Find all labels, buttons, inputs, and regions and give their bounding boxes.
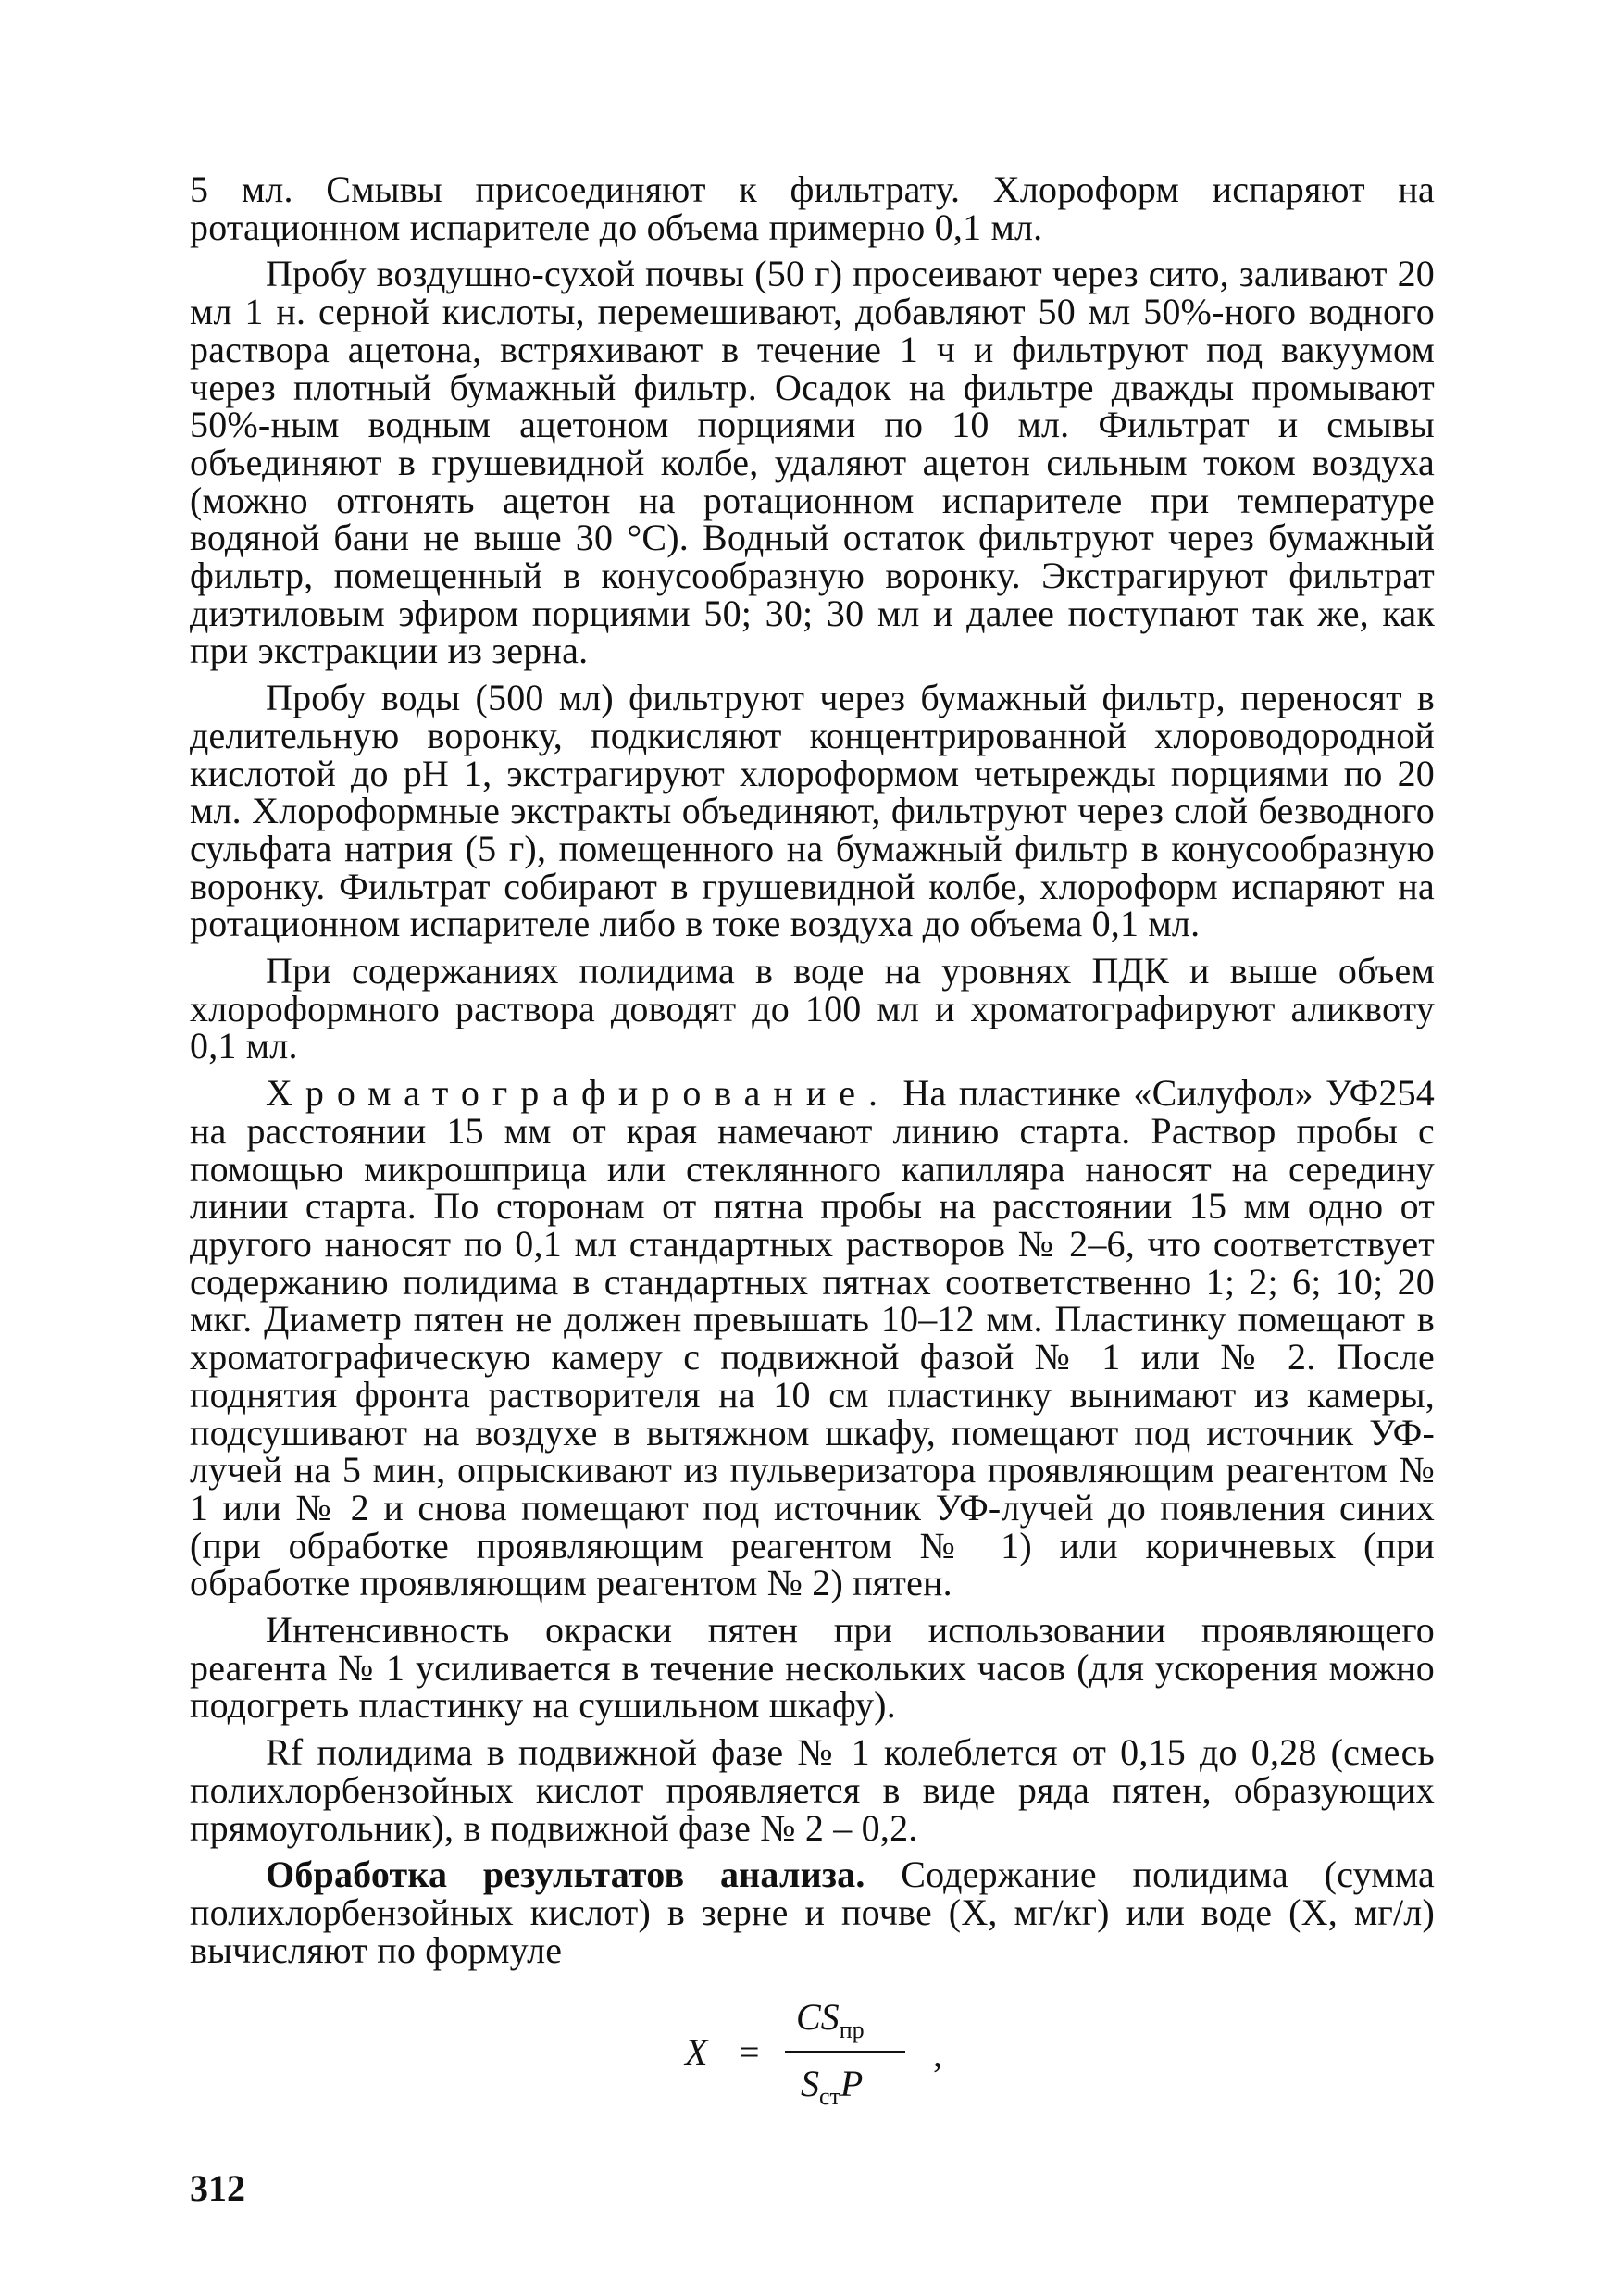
formula-comma: ,	[933, 2033, 942, 2075]
formula-den-sub: ст	[819, 2083, 840, 2110]
formula-denominator	[801, 2062, 863, 2111]
formula-den-tail: P	[840, 2063, 864, 2104]
paragraph-2: Пробу воздушно-сухой почвы (50 г) просеивают через сито, заливают 20 мл 1 н. серной кислоты, перемешивают, добавляют 50 мл 50%-ного водного раствора ацетона, встряхивают в течение 1 ч и фильтруют под вакуумом через плотный бумажный фильтр. Осадок на фильтре дважды промывают 50%-ным водным ацетоном порциями по 10 мл. Фильтрат и смывы объединяют в грушевидной колбе, удаляют ацетон сильным током воздуха (можно отгонять ацетон на ротационном испарителе при температуре водяной бани не выше 30 °С). Водный остаток фильтруют через бумажный фильтр, помещенный в конусообразную воронку. Экстрагируют фильтрат диэтиловым эфиром порциями 50; 30; 30 мл и далее поступают так же, как при экстракции из зерна.	[190, 253, 1435, 672]
paragraph-1: 5 мл. Смывы присоединяют к фильтрату. Хлороформ испаряют на ротационном испарителе до объема примерно 0,1 мл.	[190, 168, 1435, 248]
paragraph-7: Rf полидима в подвижной фазе № 1 колеблется от 0,15 до 0,28 (смесь полихлорбензойных кислот проявляется в виде ряда пятен, образующих прямоугольник), в подвижной фазе № 2 – 0,2.	[190, 1731, 1435, 1849]
formula-num-sub: пр	[839, 2016, 865, 2043]
page-body	[190, 168, 1435, 1978]
formula-lhs: X	[685, 2031, 708, 2073]
formula-num-main: CS	[796, 1996, 840, 2038]
paragraph-5-text: На пластинке «Силуфол» УФ254 на расстоянии 15 мм от края намечают линию старта. Раствор пробы с помощью микрошприца или стеклянного капилляра наносят на середину линии старта. По сторонам от пятна пробы на расстоянии 15 мм одно от другого наносят по 0,1 мл стандартных растворов № 2–6, что соответствует содержанию полидима в стандартных пятнах соответственно 1; 2; 6; 10; 20 мкг. Диаметр пятен не должен превышать 10–12 мм. Пластинку помещают в хроматографическую камеру с подвижной фазой № 1 или № 2. После поднятия фронта растворителя на 10 см пластинку вынимают из камеры, подсушивают на воздухе в вытяжном шкафу, помещают под источник УФ-лучей на 5 мин, опрыскивают из пульверизатора проявляющим реагентом № 1 или № 2 и снова помещают под источник УФ-лучей до появления синих (при обработке проявляющим реагентом № 1) или коричневых (при обработке проявляющим реагентом № 2) пятен.	[190, 1072, 1435, 1604]
paragraph-8	[190, 1853, 1435, 1971]
formula-fraction-bar	[785, 2051, 905, 2053]
paragraph-8-text: Содержание полидима (сумма полихлорбензойных кислот) в зерне и почве (X, мг/кг) или воде (X, мг/л) вычисляют по формуле	[190, 1853, 1435, 1971]
paragraph-4: При содержаниях полидима в воде на уровнях ПДК и выше объем хлороформного раствора доводят до 100 мл и хроматографируют аликвоту 0,1 мл.	[190, 950, 1435, 1067]
formula-equals: =	[739, 2031, 760, 2073]
formula-den-main: S	[801, 2063, 819, 2104]
paragraph-6: Интенсивность окраски пятен при использовании проявляющего реагента № 1 усиливается в течение нескольких часов (для ускорения можно подогреть пластинку на сушильном шкафу).	[190, 1609, 1435, 1727]
page-number: 312	[190, 2167, 245, 2209]
formula	[685, 1995, 944, 2115]
section-heading-results: Обработка результатов анализа.	[266, 1853, 865, 1896]
paragraph-5	[190, 1072, 1435, 1604]
paragraph-3: Пробу воды (500 мл) фильтруют через бумажный фильтр, переносят в делительную воронку, подкисляют концентрированной хлороводородной кислотой до pH 1, экстрагируют хлороформом четырежды порциями по 20 мл. Хлороформные экстракты объединяют, фильтруют через слой безводного сульфата натрия (5 г), помещенного на бумажный фильтр в конусообразную воронку. Фильтрат собирают в грушевидной колбе, хлороформ испаряют на ротационном испарителе либо в токе воздуха до объема 0,1 мл.	[190, 677, 1435, 945]
formula-numerator	[796, 1995, 865, 2044]
section-heading-chromatography: Хроматографирование.	[266, 1072, 890, 1115]
